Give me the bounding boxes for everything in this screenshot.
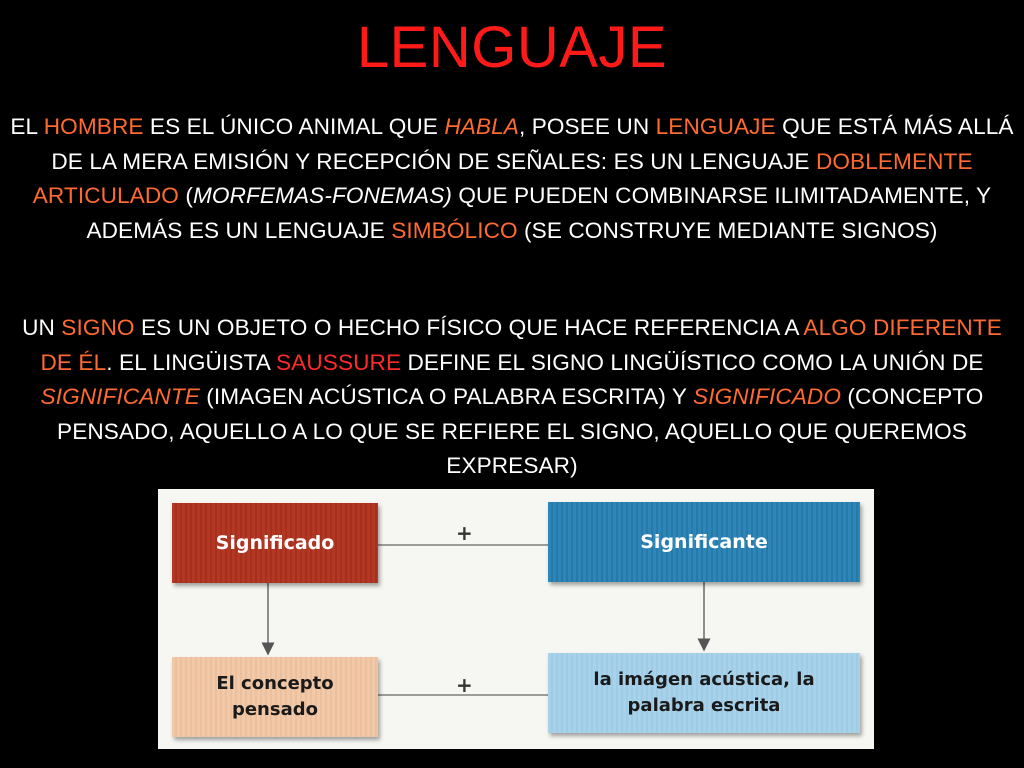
text-morfemas-fonemas: MORFEMAS-FONEMAS) [192,183,452,208]
text-span: DEFINE EL SIGNO LINGÜÍSTICO COMO LA UNIÓN DE [401,349,984,375]
paragraph-signo [6,311,1018,484]
highlight-significante: SIGNIFICANTE [40,384,200,409]
text-span: . EL LINGÜISTA [106,349,277,375]
imagen-box [548,653,860,733]
text-span: (IMAGEN ACÚSTICA O PALABRA ESCRITA) Y [199,384,694,409]
plus-sign-top: + [456,521,473,545]
concepto-label-line1: El concepto [216,673,334,694]
text-span: ES EL ÚNICO ANIMAL QUE [143,114,445,139]
highlight-signo: SIGNO [61,315,135,340]
plus-sign-bottom: + [456,673,473,697]
highlight-simbolico: SIMBÓLICO [391,217,518,243]
text-span: ( [178,183,193,208]
significado-box [172,503,378,583]
text-span: QUE PUEDEN COMBINARSE ILIMITADAMENTE, Y ADEMÁS ES UN LENGUAJE [86,183,992,243]
concepto-box [172,657,378,737]
significado-label: Significado [215,532,335,554]
sign-diagram [158,489,874,749]
highlight-doblemente-articulado: DOBLEMENTE ARTICULADO [32,148,973,208]
text-span: (CONCEPTO PENSADO, AQUELLO A LO QUE SE REFIERE EL SIGNO, AQUELLO QUE QUEREMOS EXPRESAR) [57,384,984,478]
highlight-habla: HABLA [444,114,519,139]
concepto-label-line2: pensado [231,699,318,720]
text-span: UN [22,315,62,340]
significante-label: Significante [640,531,768,553]
paragraph-lenguaje [6,110,1018,248]
slide-title: LENGUAJE [356,15,668,80]
significante-box [548,502,860,582]
imagen-label-line1: la imágen acústica, la [593,669,815,690]
text-span: QUE ESTÁ MÁS ALLÁ DE LA MERA EMISIÓN Y RECEPCIÓN DE SEÑALES: ES UN LENGUAJE [51,114,1014,174]
highlight-algo-diferente: ALGO DIFERENTE DE ÉL [40,315,1002,375]
text-span: EL [10,114,44,139]
highlight-lenguaje: LENGUAJE [655,114,776,139]
highlight-hombre: HOMBRE [43,114,144,139]
imagen-label-line2: palabra escrita [627,695,781,716]
highlight-significado: SIGNIFICADO [693,384,842,409]
highlight-saussure: SAUSSURE [276,349,402,375]
text-span: , POSEE UN [518,114,656,139]
text-span: ES UN OBJETO O HECHO FÍSICO QUE HACE REFERENCIA A [134,315,804,340]
text-span: (SE CONSTRUYE MEDIANTE SIGNOS) [517,217,938,243]
